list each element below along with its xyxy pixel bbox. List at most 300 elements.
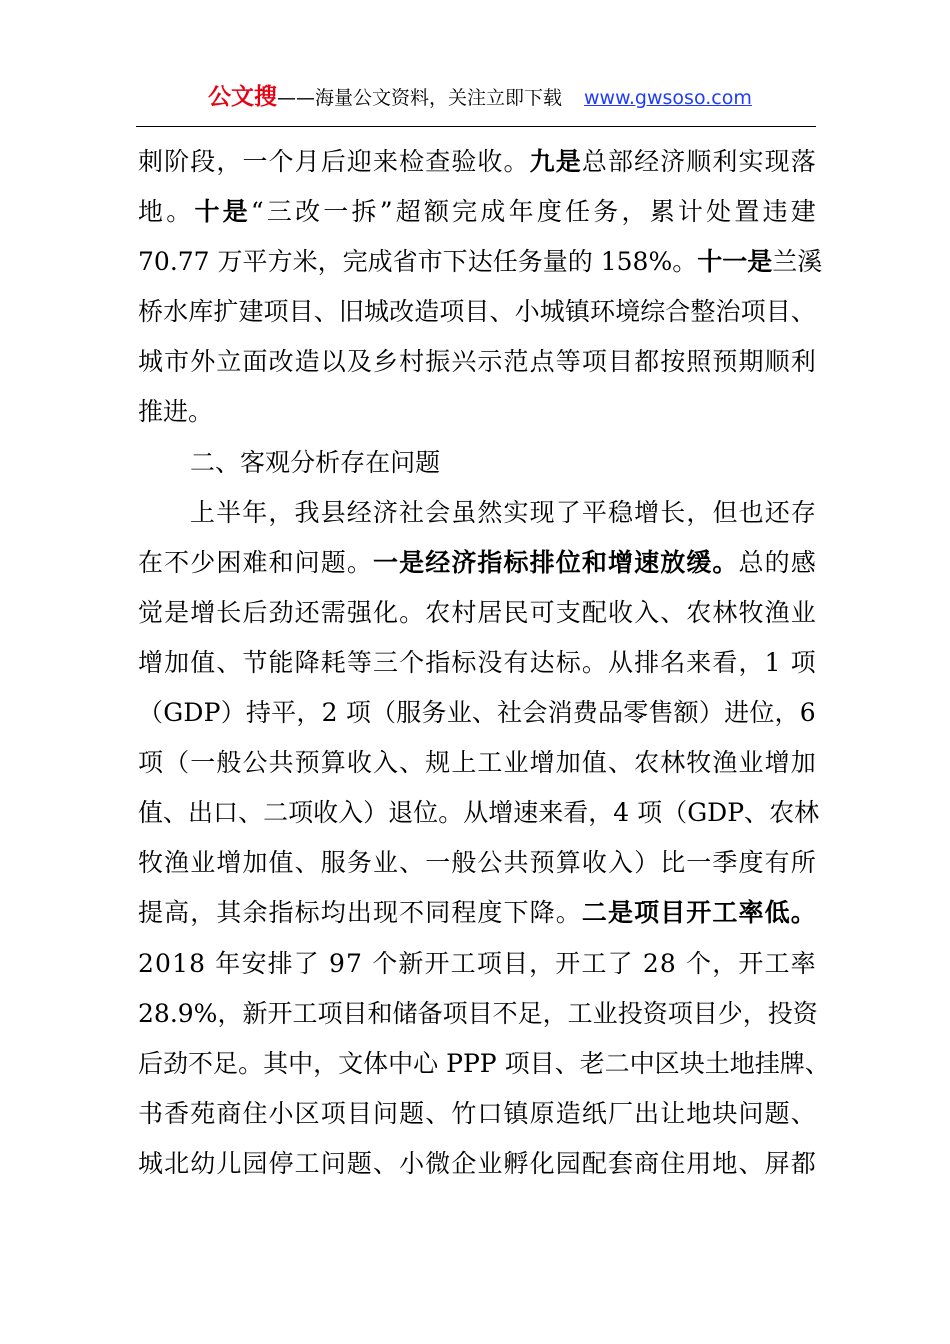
text-char: 稳 bbox=[608, 497, 634, 527]
text-char: 新 bbox=[398, 948, 424, 978]
text-char: 同 bbox=[425, 898, 451, 928]
text-char: % bbox=[648, 247, 673, 277]
text-char: 林 bbox=[712, 597, 738, 627]
text-line bbox=[138, 438, 816, 488]
text-char: 后 bbox=[320, 147, 346, 176]
text-char: 所 bbox=[790, 848, 816, 878]
text-char: 、 bbox=[215, 447, 241, 477]
text-char: 任 bbox=[565, 197, 591, 227]
text-char: ， bbox=[588, 798, 614, 828]
text-line bbox=[138, 488, 816, 538]
text-char: 渔 bbox=[764, 597, 790, 627]
text-char: 示 bbox=[477, 347, 503, 377]
text-char: 名 bbox=[660, 647, 686, 677]
text-char: 成 bbox=[480, 197, 506, 227]
text-char: . bbox=[169, 247, 178, 277]
text-char: 推 bbox=[138, 397, 164, 427]
text-char: 项 bbox=[442, 998, 468, 1028]
text-char: 小 bbox=[514, 297, 540, 327]
text-char bbox=[206, 939, 214, 989]
text-char bbox=[634, 939, 642, 989]
text-char: G bbox=[163, 698, 184, 728]
text-char: 落 bbox=[790, 147, 816, 176]
text-char: 农 bbox=[634, 748, 660, 778]
text-char: 速 bbox=[513, 798, 539, 828]
text-char: 问 bbox=[320, 1148, 346, 1178]
text-char: 、 bbox=[399, 748, 425, 778]
text-char: 度 bbox=[477, 898, 503, 928]
text-char: 二 bbox=[190, 447, 216, 477]
text-char: 收 bbox=[581, 848, 607, 878]
text-char: 等 bbox=[346, 647, 372, 677]
text-char: 业 bbox=[790, 597, 816, 627]
text-char: 出 bbox=[634, 1098, 660, 1128]
text-char: 长 bbox=[216, 597, 242, 627]
text-char: 1 bbox=[764, 647, 781, 677]
bold-char: 。 bbox=[790, 898, 816, 928]
bold-char: 目 bbox=[660, 898, 686, 928]
text-char: 公 bbox=[477, 848, 503, 878]
bold-char: 开 bbox=[686, 898, 712, 928]
text-char: 牧 bbox=[738, 597, 764, 627]
text-char: 平 bbox=[271, 698, 297, 728]
text-line bbox=[138, 1039, 830, 1089]
text-char: 不 bbox=[492, 998, 518, 1028]
text-char: 4 bbox=[613, 798, 630, 828]
text-char: 额 bbox=[423, 197, 449, 227]
bold-char: 缓 bbox=[686, 547, 712, 577]
text-char: 目 bbox=[765, 297, 791, 327]
text-char: 8 bbox=[659, 948, 676, 978]
text-char: 块 bbox=[679, 1048, 705, 1078]
text-char: 块 bbox=[712, 1098, 738, 1128]
text-char: 、 bbox=[313, 297, 339, 327]
text-char: 值 bbox=[581, 748, 607, 778]
text-line bbox=[138, 337, 816, 387]
text-char: ， bbox=[774, 698, 800, 728]
text-char: 香 bbox=[164, 1098, 190, 1128]
text-char: 社 bbox=[399, 497, 425, 527]
text-char: 、 bbox=[425, 1098, 451, 1128]
text-char: 7 bbox=[193, 247, 210, 277]
text-char: 难 bbox=[242, 547, 268, 577]
text-char: 书 bbox=[138, 1098, 164, 1128]
text-char: 值 bbox=[190, 647, 216, 677]
text-char: 万 bbox=[217, 247, 243, 277]
text-char: 规 bbox=[425, 748, 451, 778]
text-char: 还 bbox=[764, 497, 790, 527]
text-char: 加 bbox=[242, 848, 268, 878]
text-char: 园 bbox=[242, 1148, 268, 1178]
text-char: 老 bbox=[579, 1048, 605, 1078]
text-char: 度 bbox=[738, 848, 764, 878]
text-char: 收 bbox=[346, 748, 372, 778]
text-char: 安 bbox=[241, 948, 267, 978]
text-char: 成 bbox=[367, 247, 393, 277]
text-char: 一 bbox=[323, 197, 349, 227]
text-char: 备 bbox=[417, 998, 443, 1028]
text-char: 立 bbox=[216, 347, 242, 377]
text-char: 下 bbox=[503, 898, 529, 928]
text-char: 增 bbox=[138, 647, 164, 677]
bold-char: 速 bbox=[634, 547, 660, 577]
text-char: 不 bbox=[399, 898, 425, 928]
text-char: 民 bbox=[503, 597, 529, 627]
text-char: 共 bbox=[268, 748, 294, 778]
text-char: P bbox=[462, 1048, 480, 1078]
text-char: 足 bbox=[213, 1048, 239, 1078]
text-char: （ bbox=[138, 698, 164, 728]
text-char: 工 bbox=[294, 1148, 320, 1178]
text-char: 、 bbox=[216, 647, 242, 677]
text-char: 林 bbox=[794, 798, 820, 828]
text-char: 年 bbox=[215, 948, 241, 978]
text-char: 、 bbox=[790, 297, 816, 327]
text-char: （ bbox=[164, 748, 190, 778]
text-char: 投 bbox=[767, 998, 793, 1028]
text-char: 振 bbox=[425, 347, 451, 377]
bold-char: 是 bbox=[607, 898, 633, 928]
text-char: 改 bbox=[389, 297, 415, 327]
text-char: 北 bbox=[164, 1148, 190, 1178]
text-char: 村 bbox=[451, 597, 477, 627]
text-char: 指 bbox=[425, 647, 451, 677]
text-char: 指 bbox=[268, 898, 294, 928]
text-char: 收 bbox=[607, 597, 633, 627]
text-char: 县 bbox=[320, 497, 346, 527]
text-char: 市 bbox=[417, 247, 443, 277]
text-char: 纸 bbox=[581, 1098, 607, 1128]
text-char: 的 bbox=[764, 547, 790, 577]
text-char: 。 bbox=[188, 397, 214, 427]
text-char: 年 bbox=[242, 497, 268, 527]
text-char: ） bbox=[363, 798, 389, 828]
text-char: 了 bbox=[607, 948, 633, 978]
text-char: 分 bbox=[290, 447, 316, 477]
text-char: ， bbox=[296, 698, 322, 728]
text-char: 实 bbox=[503, 497, 529, 527]
text-char: 1 bbox=[172, 948, 188, 978]
text-char: 开 bbox=[424, 948, 450, 978]
text-char: 停 bbox=[268, 1148, 294, 1178]
text-char: 般 bbox=[451, 848, 477, 878]
text-char: 市 bbox=[164, 347, 190, 377]
text-char: ， bbox=[542, 998, 568, 1028]
text-char: 。 bbox=[238, 1048, 264, 1078]
text-char: ， bbox=[317, 247, 343, 277]
text-char: 7 bbox=[346, 948, 362, 978]
text-char: 验 bbox=[451, 147, 477, 176]
text-char: 渔 bbox=[164, 848, 190, 878]
bold-char: 十 bbox=[697, 247, 723, 277]
text-char: 治 bbox=[715, 297, 741, 327]
text-char: 问 bbox=[738, 1098, 764, 1128]
text-char: 2 bbox=[642, 948, 659, 978]
text-char: ） bbox=[220, 698, 246, 728]
text-line bbox=[138, 187, 816, 237]
text-char: 计 bbox=[677, 197, 703, 227]
text-char: 按 bbox=[660, 347, 686, 377]
text-char: 品 bbox=[598, 698, 624, 728]
text-char: 、 bbox=[372, 1148, 398, 1178]
text-char: 题 bbox=[399, 1098, 425, 1128]
text-char: 化 bbox=[372, 597, 398, 627]
text-char: 值 bbox=[138, 798, 164, 828]
text-char: 存 bbox=[340, 447, 366, 477]
text-char: 心 bbox=[413, 1048, 439, 1078]
text-char: 能 bbox=[268, 647, 294, 677]
text-char: 。 bbox=[672, 247, 698, 277]
text-char: 服 bbox=[396, 698, 422, 728]
text-char: （ bbox=[371, 698, 397, 728]
text-char: 项 bbox=[345, 698, 371, 728]
text-char: 季 bbox=[712, 848, 738, 878]
text-char: 目 bbox=[464, 297, 490, 327]
text-char: 不 bbox=[188, 1048, 214, 1078]
bold-char: 和 bbox=[581, 547, 607, 577]
text-char: 进 bbox=[163, 397, 189, 427]
text-char: 平 bbox=[581, 497, 607, 527]
text-char: 三 bbox=[266, 197, 292, 227]
text-char: 预 bbox=[712, 347, 738, 377]
text-char: 消 bbox=[547, 698, 573, 728]
text-char: 额 bbox=[673, 698, 699, 728]
text-char: 化 bbox=[529, 1148, 555, 1178]
bold-char: 指 bbox=[477, 547, 503, 577]
text-char: 我 bbox=[294, 497, 320, 527]
text-char: 段 bbox=[190, 147, 216, 176]
text-char: 个 bbox=[268, 147, 294, 176]
text-char: 现 bbox=[529, 497, 555, 527]
text-char: 排 bbox=[267, 948, 293, 978]
brand-logo-text: 公文搜 bbox=[208, 84, 277, 110]
text-char: 项 bbox=[320, 1098, 346, 1128]
text-char: P bbox=[479, 1048, 497, 1078]
text-char: 工 bbox=[581, 948, 607, 978]
text-char: 社 bbox=[497, 698, 523, 728]
text-char: 城 bbox=[363, 297, 389, 327]
text-char: 改 bbox=[295, 197, 321, 227]
text-char: 需 bbox=[320, 597, 346, 627]
text-char: 城 bbox=[138, 1148, 164, 1178]
text-char: 点 bbox=[529, 347, 555, 377]
text-char: D bbox=[707, 798, 728, 828]
text-char: 顺 bbox=[686, 147, 712, 176]
text-char: 少 bbox=[717, 998, 743, 1028]
text-char: 工 bbox=[292, 998, 318, 1028]
text-char: 。 bbox=[346, 547, 372, 577]
text-char: 整 bbox=[690, 297, 716, 327]
text-char: ， bbox=[268, 497, 294, 527]
text-char: 存 bbox=[790, 497, 816, 527]
text-char: 增 bbox=[529, 748, 555, 778]
text-char: 工 bbox=[567, 998, 593, 1028]
text-char: 农 bbox=[769, 798, 795, 828]
bold-char: 是 bbox=[222, 197, 248, 227]
text-line bbox=[138, 287, 816, 337]
text-char: 入 bbox=[634, 597, 660, 627]
text-char: 项 bbox=[581, 347, 607, 377]
text-char: 、 bbox=[238, 798, 264, 828]
text-char: 增 bbox=[216, 848, 242, 878]
text-char bbox=[338, 688, 346, 738]
text-char: 目 bbox=[502, 948, 528, 978]
text-char: 项 bbox=[637, 798, 663, 828]
text-char: 农 bbox=[425, 597, 451, 627]
text-char: 兴 bbox=[451, 347, 477, 377]
text-char: 体 bbox=[363, 1048, 389, 1078]
text-char: 都 bbox=[634, 347, 660, 377]
text-line bbox=[138, 838, 816, 888]
text-char: 困 bbox=[216, 547, 242, 577]
text-char: 开 bbox=[738, 948, 764, 978]
text-char: 镇 bbox=[564, 297, 590, 327]
text-char: 劲 bbox=[268, 597, 294, 627]
text-char: 年 bbox=[508, 197, 534, 227]
text-char bbox=[438, 1039, 446, 1089]
text-char: 项 bbox=[288, 798, 314, 828]
text-char: 来 bbox=[372, 147, 398, 176]
text-char: 开 bbox=[555, 948, 581, 978]
text-char: 违 bbox=[762, 197, 788, 227]
text-char: 原 bbox=[529, 1098, 555, 1128]
text-char: 总 bbox=[738, 547, 764, 577]
text-char: 7 bbox=[138, 247, 154, 277]
text-char: 入 bbox=[372, 748, 398, 778]
bold-char: 济 bbox=[451, 547, 477, 577]
text-char: 、 bbox=[744, 798, 770, 828]
text-char: ， bbox=[529, 948, 555, 978]
text-char: 渔 bbox=[712, 748, 738, 778]
text-char: ， bbox=[217, 998, 243, 1028]
text-char: 区 bbox=[294, 1098, 320, 1128]
text-char: 下 bbox=[442, 247, 468, 277]
text-char: 增 bbox=[764, 748, 790, 778]
text-char: 但 bbox=[712, 497, 738, 527]
text-char: 牧 bbox=[686, 748, 712, 778]
text-char: 林 bbox=[660, 748, 686, 778]
text-line bbox=[138, 1139, 816, 1189]
text-char: 个 bbox=[686, 948, 712, 978]
text-char: 入 bbox=[338, 798, 364, 828]
text-char: 8 bbox=[189, 948, 206, 978]
text-char: 园 bbox=[555, 1148, 581, 1178]
text-char: 劲 bbox=[163, 1048, 189, 1078]
text-line bbox=[138, 788, 820, 838]
text-char: 比 bbox=[660, 848, 686, 878]
text-char: P bbox=[203, 698, 221, 728]
text-char: 降 bbox=[529, 898, 555, 928]
bold-char: 经 bbox=[425, 547, 451, 577]
text-char: 业 bbox=[503, 748, 529, 778]
text-char: 及 bbox=[346, 347, 372, 377]
text-char: 儿 bbox=[216, 1148, 242, 1178]
bold-char: 十 bbox=[194, 197, 220, 227]
text-char: 0 bbox=[153, 247, 170, 277]
text-char: 还 bbox=[294, 597, 320, 627]
text-char: 中 bbox=[388, 1048, 414, 1078]
text-char: 屏 bbox=[764, 1148, 790, 1178]
text-char: 二 bbox=[604, 1048, 630, 1078]
text-char: 照 bbox=[686, 347, 712, 377]
text-char: 业 bbox=[372, 848, 398, 878]
text-char: 标 bbox=[555, 647, 581, 677]
text-char: 平 bbox=[242, 247, 268, 277]
text-char: 农 bbox=[686, 597, 712, 627]
text-char: 商 bbox=[634, 1148, 660, 1178]
text-char: 题 bbox=[320, 547, 346, 577]
text-char: 8 bbox=[632, 247, 649, 277]
text-char: 算 bbox=[320, 748, 346, 778]
website-link[interactable]: www.gwsoso.com bbox=[584, 87, 752, 109]
text-char: 题 bbox=[346, 1148, 372, 1178]
text-char: 让 bbox=[660, 1098, 686, 1128]
text-line bbox=[138, 237, 823, 287]
text-char: 方 bbox=[267, 247, 293, 277]
text-char: 住 bbox=[242, 1098, 268, 1128]
text-char: 目 bbox=[607, 347, 633, 377]
text-char: 实 bbox=[738, 147, 764, 176]
document-body bbox=[138, 137, 830, 1189]
text-char: 问 bbox=[294, 547, 320, 577]
text-char: 利 bbox=[790, 347, 816, 377]
bold-char: 低 bbox=[764, 898, 790, 928]
text-char: 支 bbox=[555, 597, 581, 627]
text-char: 配 bbox=[581, 1148, 607, 1178]
text-char: 完 bbox=[452, 197, 478, 227]
text-char: 合 bbox=[665, 297, 691, 327]
text-char: P bbox=[446, 1048, 463, 1078]
text-char: 、 bbox=[554, 1048, 580, 1078]
text-char: 经 bbox=[346, 497, 372, 527]
text-char: 收 bbox=[313, 798, 339, 828]
text-char: 客 bbox=[240, 447, 266, 477]
text-char: 目 bbox=[342, 998, 368, 1028]
text-char: 资 bbox=[642, 998, 668, 1028]
text-char: 累 bbox=[649, 197, 675, 227]
text-char: 不 bbox=[164, 547, 190, 577]
text-char: 来 bbox=[538, 798, 564, 828]
text-char: 工 bbox=[764, 948, 790, 978]
text-char: 。 bbox=[166, 197, 192, 227]
text-char: 虽 bbox=[451, 497, 477, 527]
text-char: 后 bbox=[242, 597, 268, 627]
text-char: 现 bbox=[372, 898, 398, 928]
text-char: 等 bbox=[555, 347, 581, 377]
text-char: 、 bbox=[294, 848, 320, 878]
text-char: 业 bbox=[592, 998, 618, 1028]
text-char: 2 bbox=[138, 998, 154, 1028]
text-char: 项 bbox=[740, 297, 766, 327]
text-char: 旧 bbox=[338, 297, 364, 327]
text-char: 余 bbox=[242, 898, 268, 928]
text-char: 溪 bbox=[797, 247, 823, 277]
text-char: 济 bbox=[660, 147, 686, 176]
text-char: 小 bbox=[268, 1098, 294, 1128]
text-char: 项 bbox=[439, 297, 465, 327]
text-char: 居 bbox=[477, 597, 503, 627]
text-char: 项 bbox=[790, 647, 816, 677]
text-char: 项 bbox=[504, 1048, 530, 1078]
header-tagline: ——海量公文资料，关注立即下载 bbox=[277, 87, 563, 109]
text-char: 省 bbox=[392, 247, 418, 277]
text-char: 区 bbox=[654, 1048, 680, 1078]
text-char: 从 bbox=[607, 647, 633, 677]
text-char: 达 bbox=[529, 647, 555, 677]
text-char: 是 bbox=[164, 597, 190, 627]
text-line bbox=[138, 738, 816, 788]
text-char: ， bbox=[738, 647, 764, 677]
